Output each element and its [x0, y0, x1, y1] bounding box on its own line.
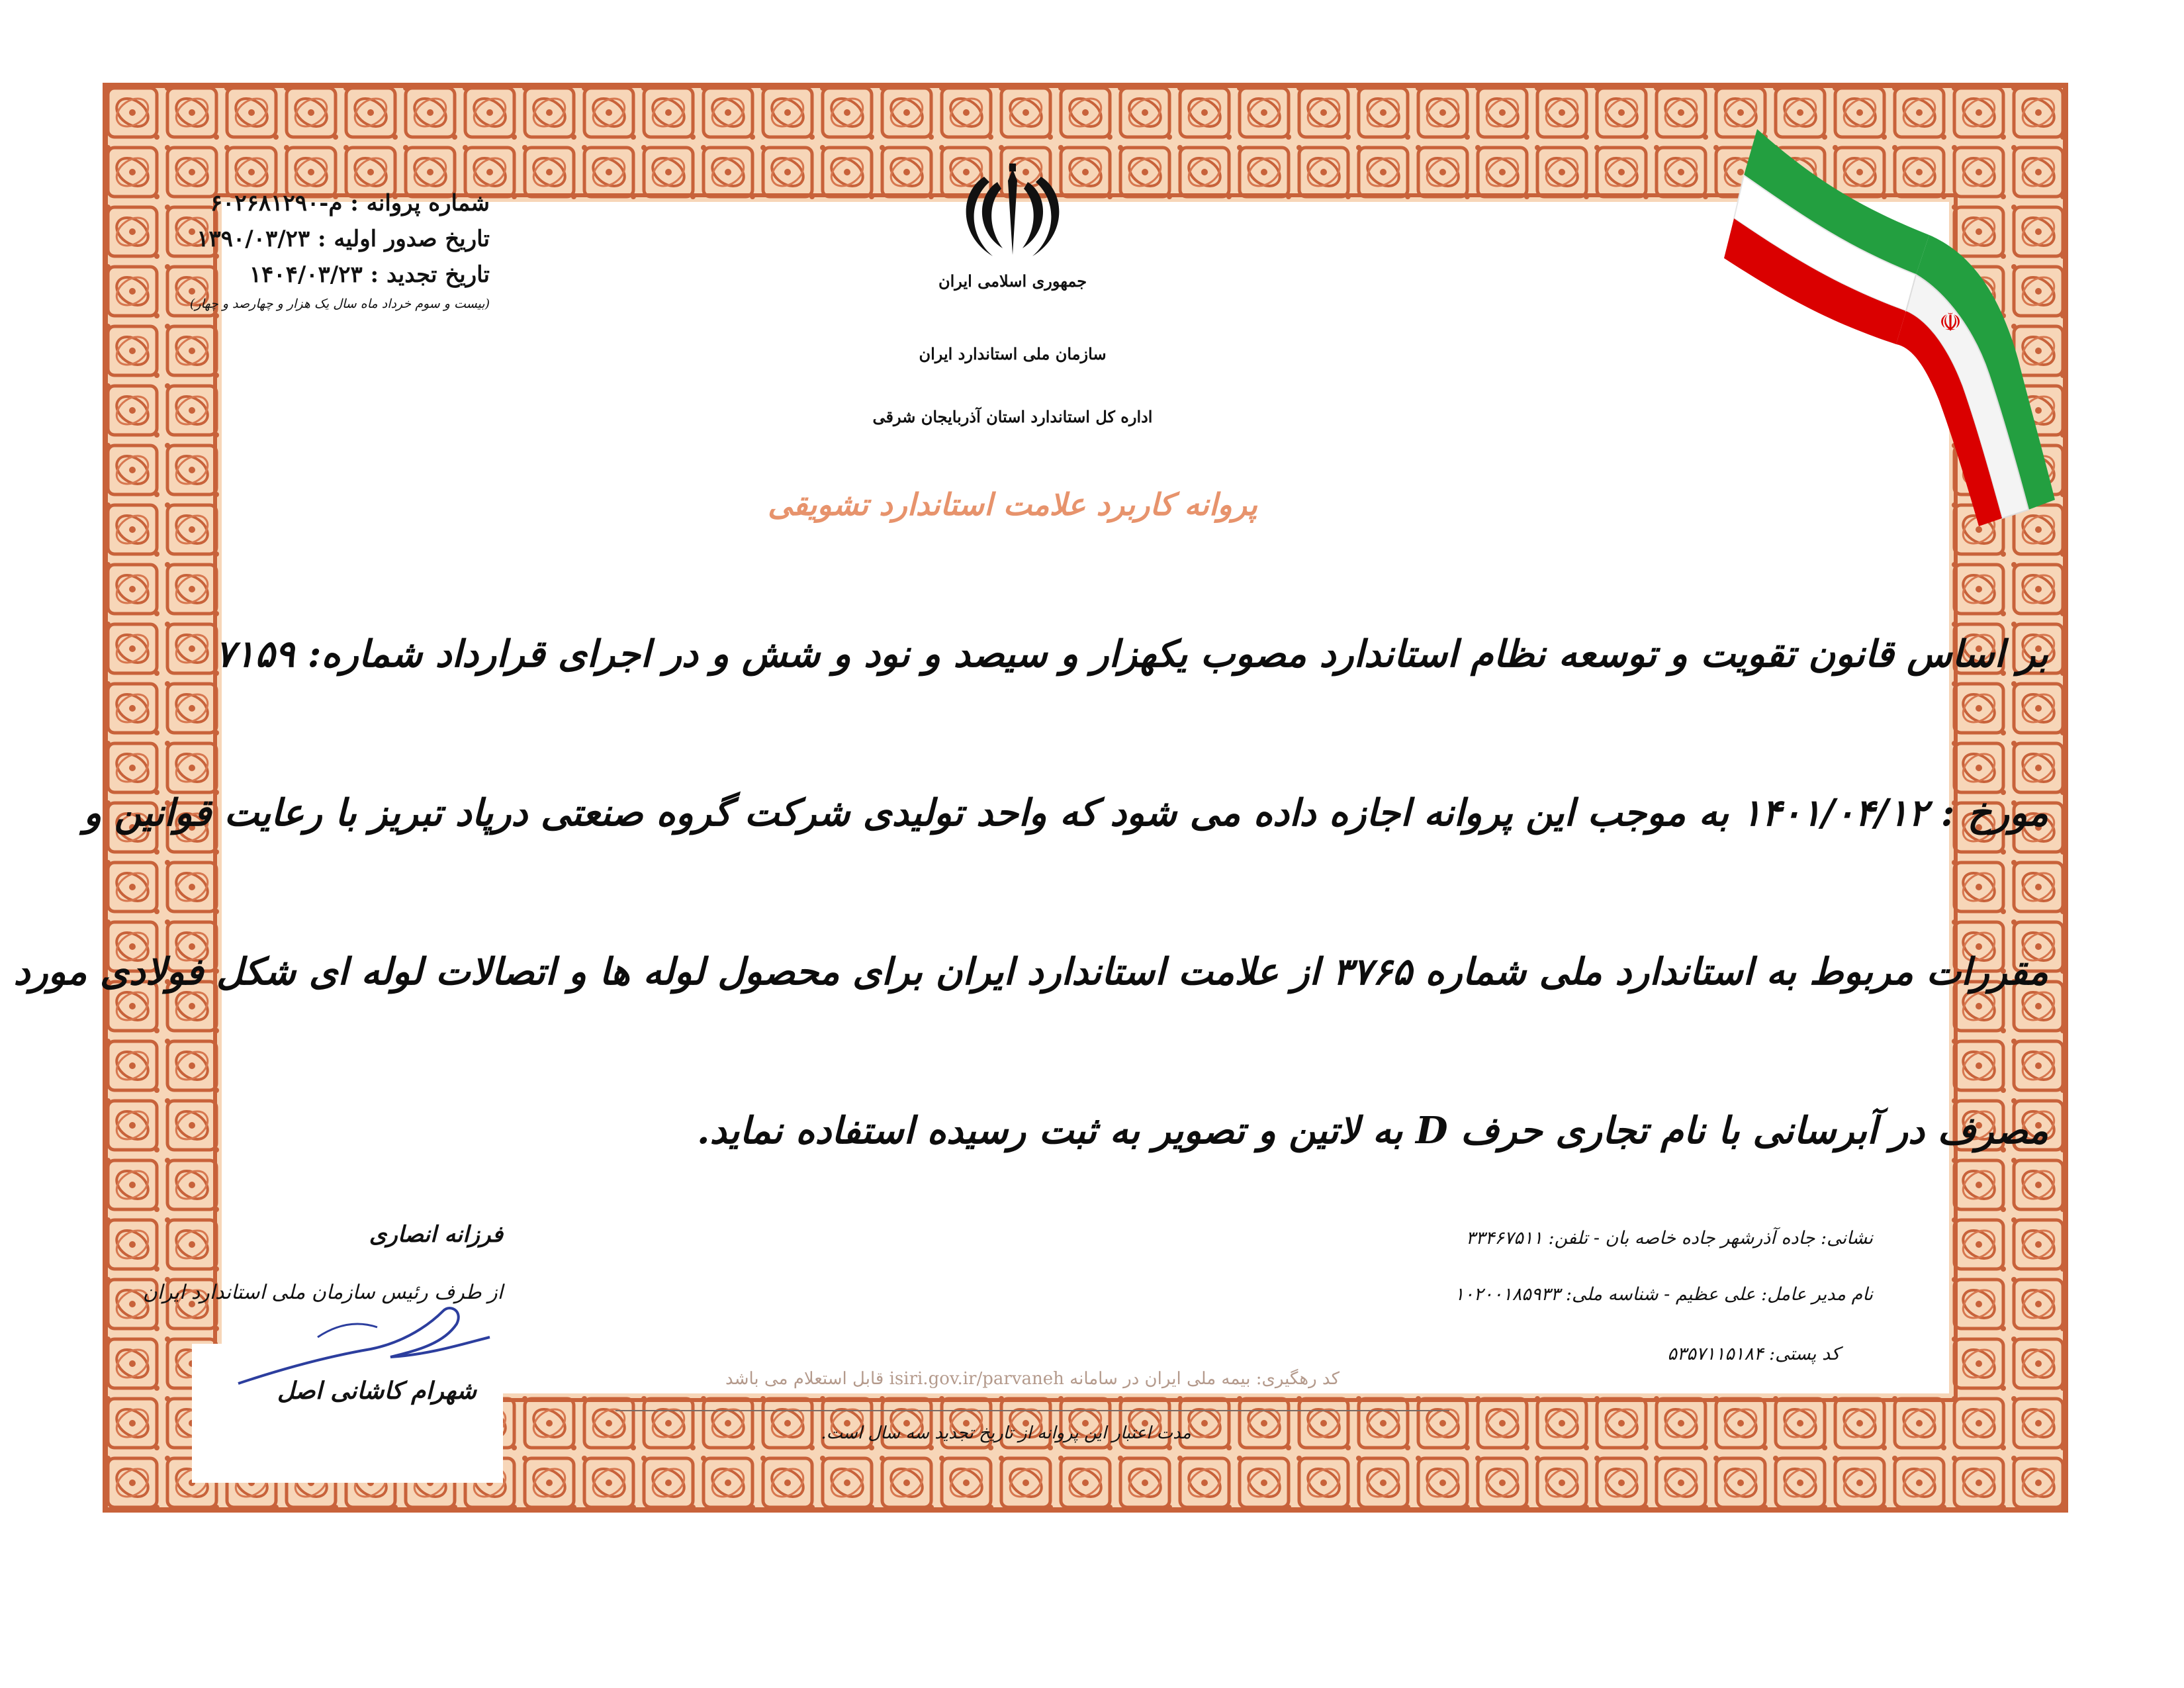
signer-title: از طرف رئیس سازمان ملی استاندارد ایران: [142, 1281, 503, 1304]
renewal-date-words: (بیست و سوم خرداد ماه سال یک هزار و چهارصد و چهار): [189, 297, 490, 311]
license-number: شماره پروانه : م-۶۰۲۶۸۱۲۹۰: [210, 190, 490, 216]
iran-emblem-icon: [956, 162, 1069, 261]
first-issue-date: تاریخ صدور اولیه : ۱۳۹۰/۰۳/۲۳: [197, 226, 490, 252]
second-signer-name: شهرام کاشانی اصل: [277, 1377, 477, 1405]
divider: [615, 1410, 1449, 1411]
svg-text:☫: ☫: [1939, 308, 1962, 337]
body-text-line-2: مورخ : ۱۴۰۱/۰۴/۱۲ به موجب این پروانه اجازه داده می شود که واحد تولیدی شرکت گروه صنعتی درپاد تبریز با رعایت قوانین و: [83, 791, 2048, 835]
renewal-date: تاریخ تجدید : ۱۴۰۴/۰۳/۲۳: [249, 261, 490, 288]
signer-name: فرزانه انصاری: [369, 1221, 503, 1248]
company-address: نشانی: جاده آذرشهر جاده خاصه بان - تلفن: ۳۳۴۶۷۵۱۱: [1465, 1228, 1873, 1248]
body-text-line-3: مقررات مربوط به استاندارد ملی شماره ۳۷۶۵ از علامت استاندارد ایران برای محصول لوله ها و اتصالات لوله ای شکل فولادی مورد: [13, 950, 2048, 994]
company-manager: نام مدیر عامل: علی عظیم - شناسه ملی: ۱۰۲۰۰۱۸۵۹۳۳: [1454, 1284, 1873, 1305]
license-info-block: [132, 185, 490, 315]
verification-line: کد رهگیری: بیمه ملی ایران در سامانه isiri.gov.ir/parvaneh قابل استعلام می باشد: [725, 1369, 1340, 1389]
header-country: جمهوری اسلامی ایران: [938, 271, 1087, 291]
header-department: اداره کل استاندارد استان آذربایجان شرقی: [872, 407, 1153, 426]
validity-note: مدت اعتبار این پروانه از تاریخ تجدید سه سال است.: [821, 1423, 1191, 1443]
iran-flag-ribbon-icon: [1717, 103, 2062, 553]
company-postal-code: کد پستی: ۵۳۵۷۱۱۵۱۸۴: [1667, 1344, 1840, 1364]
body-text-line-4: مصرف در آبرسانی با نام تجاری حرف D به لاتین و تصویر به ثبت رسیده استفاده نماید.: [697, 1109, 2048, 1152]
certificate-title: پروانه کاربرد علامت استاندارد تشویقی: [768, 487, 1257, 522]
body-text-line-1: بر اساس قانون تقویت و توسعه نظام استاندارد مصوب یکهزار و سیصد و نود و شش و در اجرای قرارداد شماره: ۷۱۵۹: [214, 632, 2048, 676]
header-organization: سازمان ملی استاندارد ایران: [919, 344, 1107, 363]
